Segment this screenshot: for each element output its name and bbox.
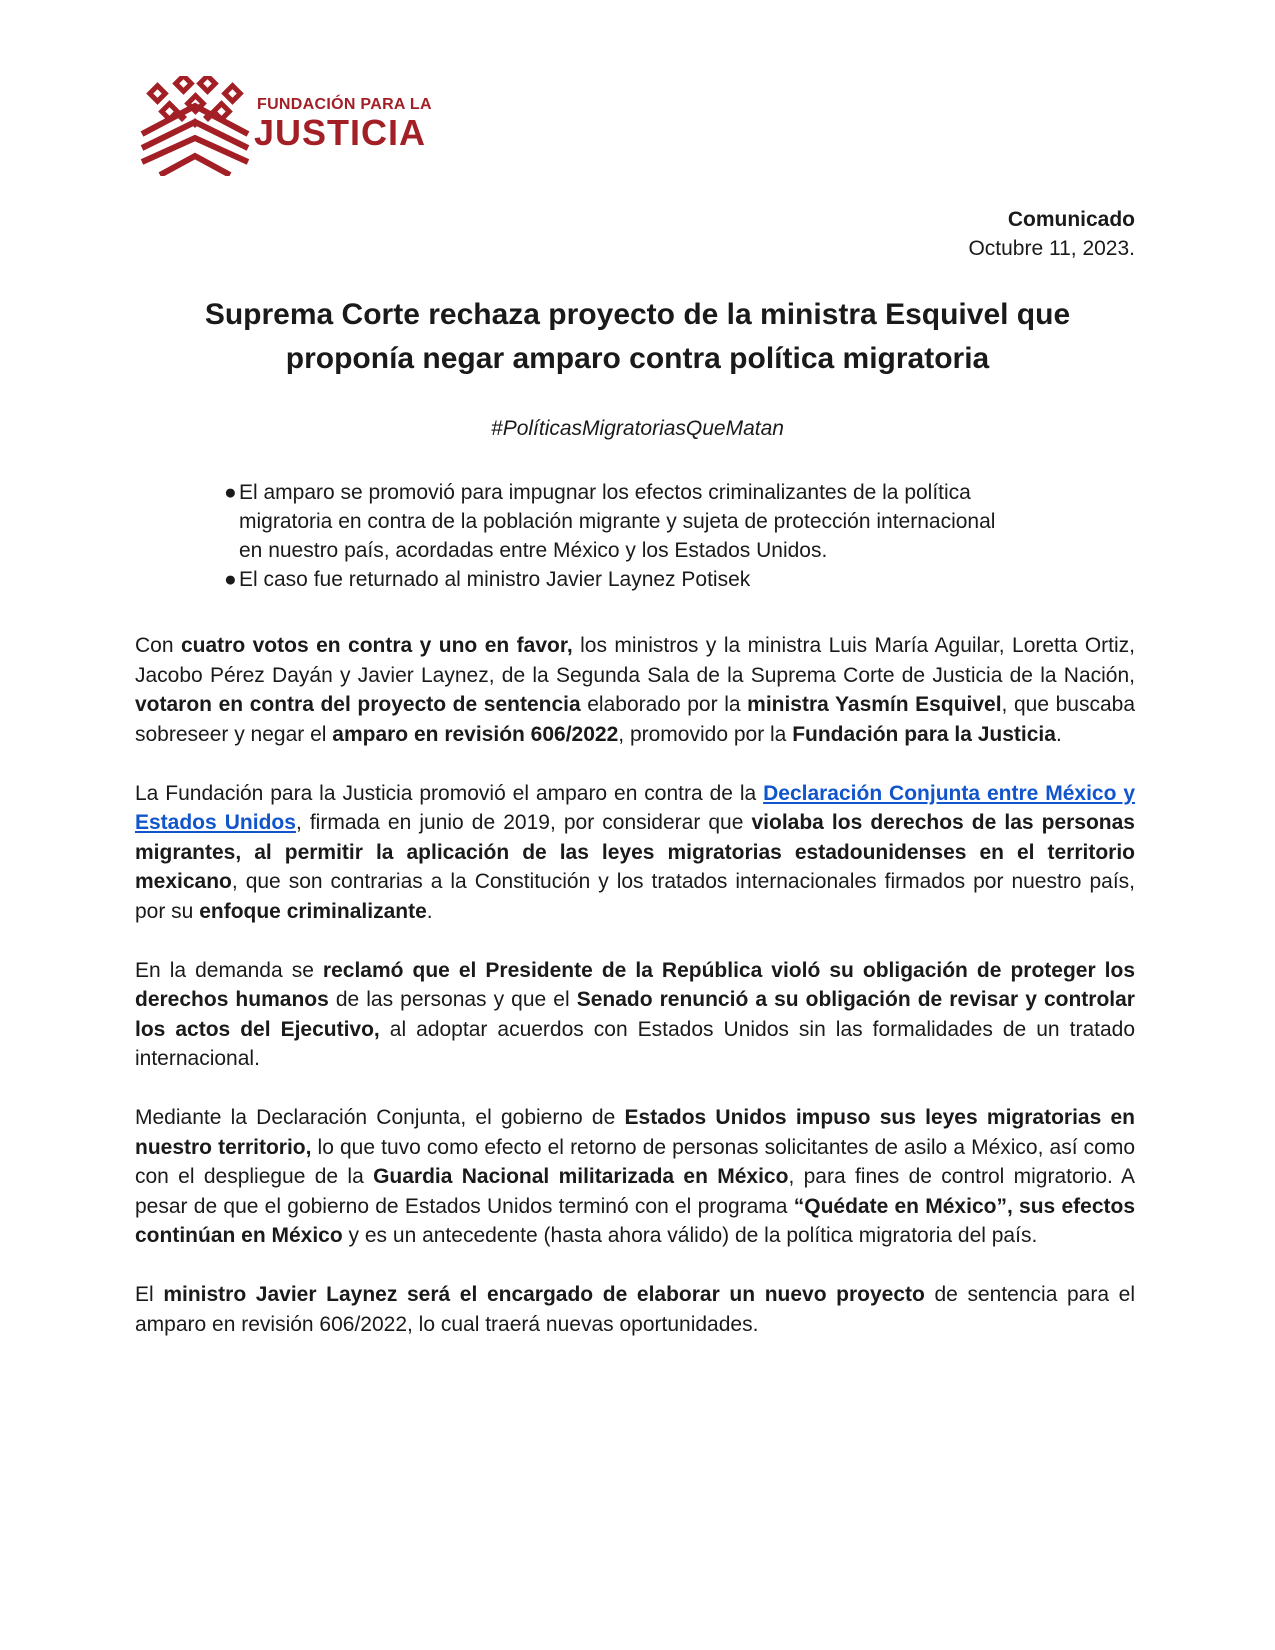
text-run: , que buscaba sobreseer y negar el xyxy=(135,693,1135,746)
hashtag: #PolíticasMigratoriasQueMatan xyxy=(491,417,784,440)
paragraph-declaracion-effects xyxy=(135,1103,1135,1251)
text-run: La Fundación para la Justicia promovió el amparo en contra de la xyxy=(135,781,764,805)
bold-run: cuatro votos en contra y uno en favor, xyxy=(180,634,573,657)
page-title xyxy=(140,293,1135,381)
text-run: lo que tuvo como efecto el retorno de personas solicitantes de asilo a México, así como con el despliegue de la xyxy=(135,1135,1135,1188)
press-release-meta xyxy=(968,205,1135,263)
bullet-line: en nuestro país, acordadas entre México y los Estados Unidos. xyxy=(239,539,828,562)
bold-run: Estados Unidos impuso sus leyes migratorias en nuestro territorio, xyxy=(135,1106,1135,1159)
paragraph-demanda xyxy=(135,956,1135,1074)
bold-run: reclamó que el Presidente de la República violó su obligación de proteger los derechos humanos xyxy=(135,958,1135,1011)
bold-run: enfoque criminalizante xyxy=(199,899,427,923)
bold-run: ministra Yasmín Esquivel xyxy=(747,693,1002,716)
text-run: . xyxy=(1055,722,1062,746)
text-run: Mediante la Declaración Conjunta, el gobierno de xyxy=(135,1106,625,1129)
title-line-1: Suprema Corte rechaza proyecto de la ministra Esquivel que xyxy=(204,298,1071,331)
fundacion-justicia-logo-icon xyxy=(140,76,250,176)
text-run: El xyxy=(135,1283,164,1306)
bold-run: Fundación para la Justicia xyxy=(792,722,1056,746)
text-run: y es un antecedente (hasta ahora válido) de la política migratoria del país. xyxy=(342,1224,1038,1247)
text-run: Con xyxy=(135,634,181,657)
document-type-label: Comunicado xyxy=(1007,208,1135,231)
text-run: los ministros y la ministra Luis María Aguilar, Loretta Ortiz, Jacobo Pérez Dayán y Javier Laynez, de la Segunda Sala de la Suprema Corte de Justicia de la Nación, xyxy=(135,634,1136,687)
text-run: al adoptar acuerdos con Estados Unidos sin las formalidades de un tratado internacional. xyxy=(135,1017,1135,1070)
bold-run: amparo en revisión 606/2022 xyxy=(332,722,619,746)
bold-run: ministro Javier Laynez será el encargado de elaborar un nuevo proyecto xyxy=(163,1283,925,1306)
bold-run: Senado renunció a su obligación de revisar y controlar los actos del Ejecutivo, xyxy=(135,988,1135,1041)
bullet-line: migratoria en contra de la población migrante y sujeta de protección internacional xyxy=(239,510,996,533)
paragraph-amparo-background xyxy=(135,779,1135,927)
bold-run: votaron en contra del proyecto de sentencia xyxy=(135,693,581,716)
body-text xyxy=(135,631,1135,1369)
bullet-marker: ● xyxy=(224,568,237,591)
paragraph-vote-result xyxy=(135,631,1135,749)
text-run: En la demanda se xyxy=(135,958,323,982)
text-run: de sentencia para el amparo en revisión 606/2022, lo cual traerá nuevas oportunidades. xyxy=(135,1283,1136,1336)
bold-run: violaba los derechos de las personas migrantes, al permitir la aplicación de las leyes migratorias estadounidenses en el territorio mexicano xyxy=(135,811,1135,893)
bullet-line: El caso fue returnado al ministro Javier Laynez Potisek xyxy=(239,568,751,591)
bold-run: Guardia Nacional militarizada en México xyxy=(373,1165,789,1188)
paragraph-next-steps xyxy=(135,1280,1135,1339)
organization-logo xyxy=(140,76,432,176)
list-item xyxy=(224,565,1054,594)
text-run: , que son contrarias a la Constitución y los tratados internacionales firmados por nuestro país, por su xyxy=(135,870,1135,923)
bullet-marker: ● xyxy=(224,481,237,504)
text-run: elaborado por la xyxy=(580,693,748,716)
text-run: de las personas y que el xyxy=(328,988,577,1011)
document-date: Octubre 11, 2023. xyxy=(968,237,1135,260)
summary-bullet-list xyxy=(224,478,1054,594)
declaracion-conjunta-link[interactable]: Declaración Conjunta entre México y Estados Unidos xyxy=(135,781,1135,834)
text-run: , firmada en junio de 2019, por considerar que xyxy=(295,811,752,834)
logo-text-line2: JUSTICIA xyxy=(254,112,427,153)
list-item xyxy=(224,478,1054,565)
bullet-line: El amparo se promovió para impugnar los efectos criminalizantes de la política xyxy=(239,481,971,504)
logo-text-line1: FUNDACIÓN PARA LA xyxy=(257,96,432,113)
text-run: . xyxy=(426,899,433,923)
text-run: , para fines de control migratorio. A pesar de que el gobierno de Estados Unidos terminó con el programa xyxy=(135,1165,1135,1218)
title-line-2: proponía negar amparo contra política migratoria xyxy=(285,342,990,375)
bold-run: “Quédate en México”, sus efectos continúan en México xyxy=(135,1194,1136,1247)
text-run: , promovido por la xyxy=(618,722,793,746)
